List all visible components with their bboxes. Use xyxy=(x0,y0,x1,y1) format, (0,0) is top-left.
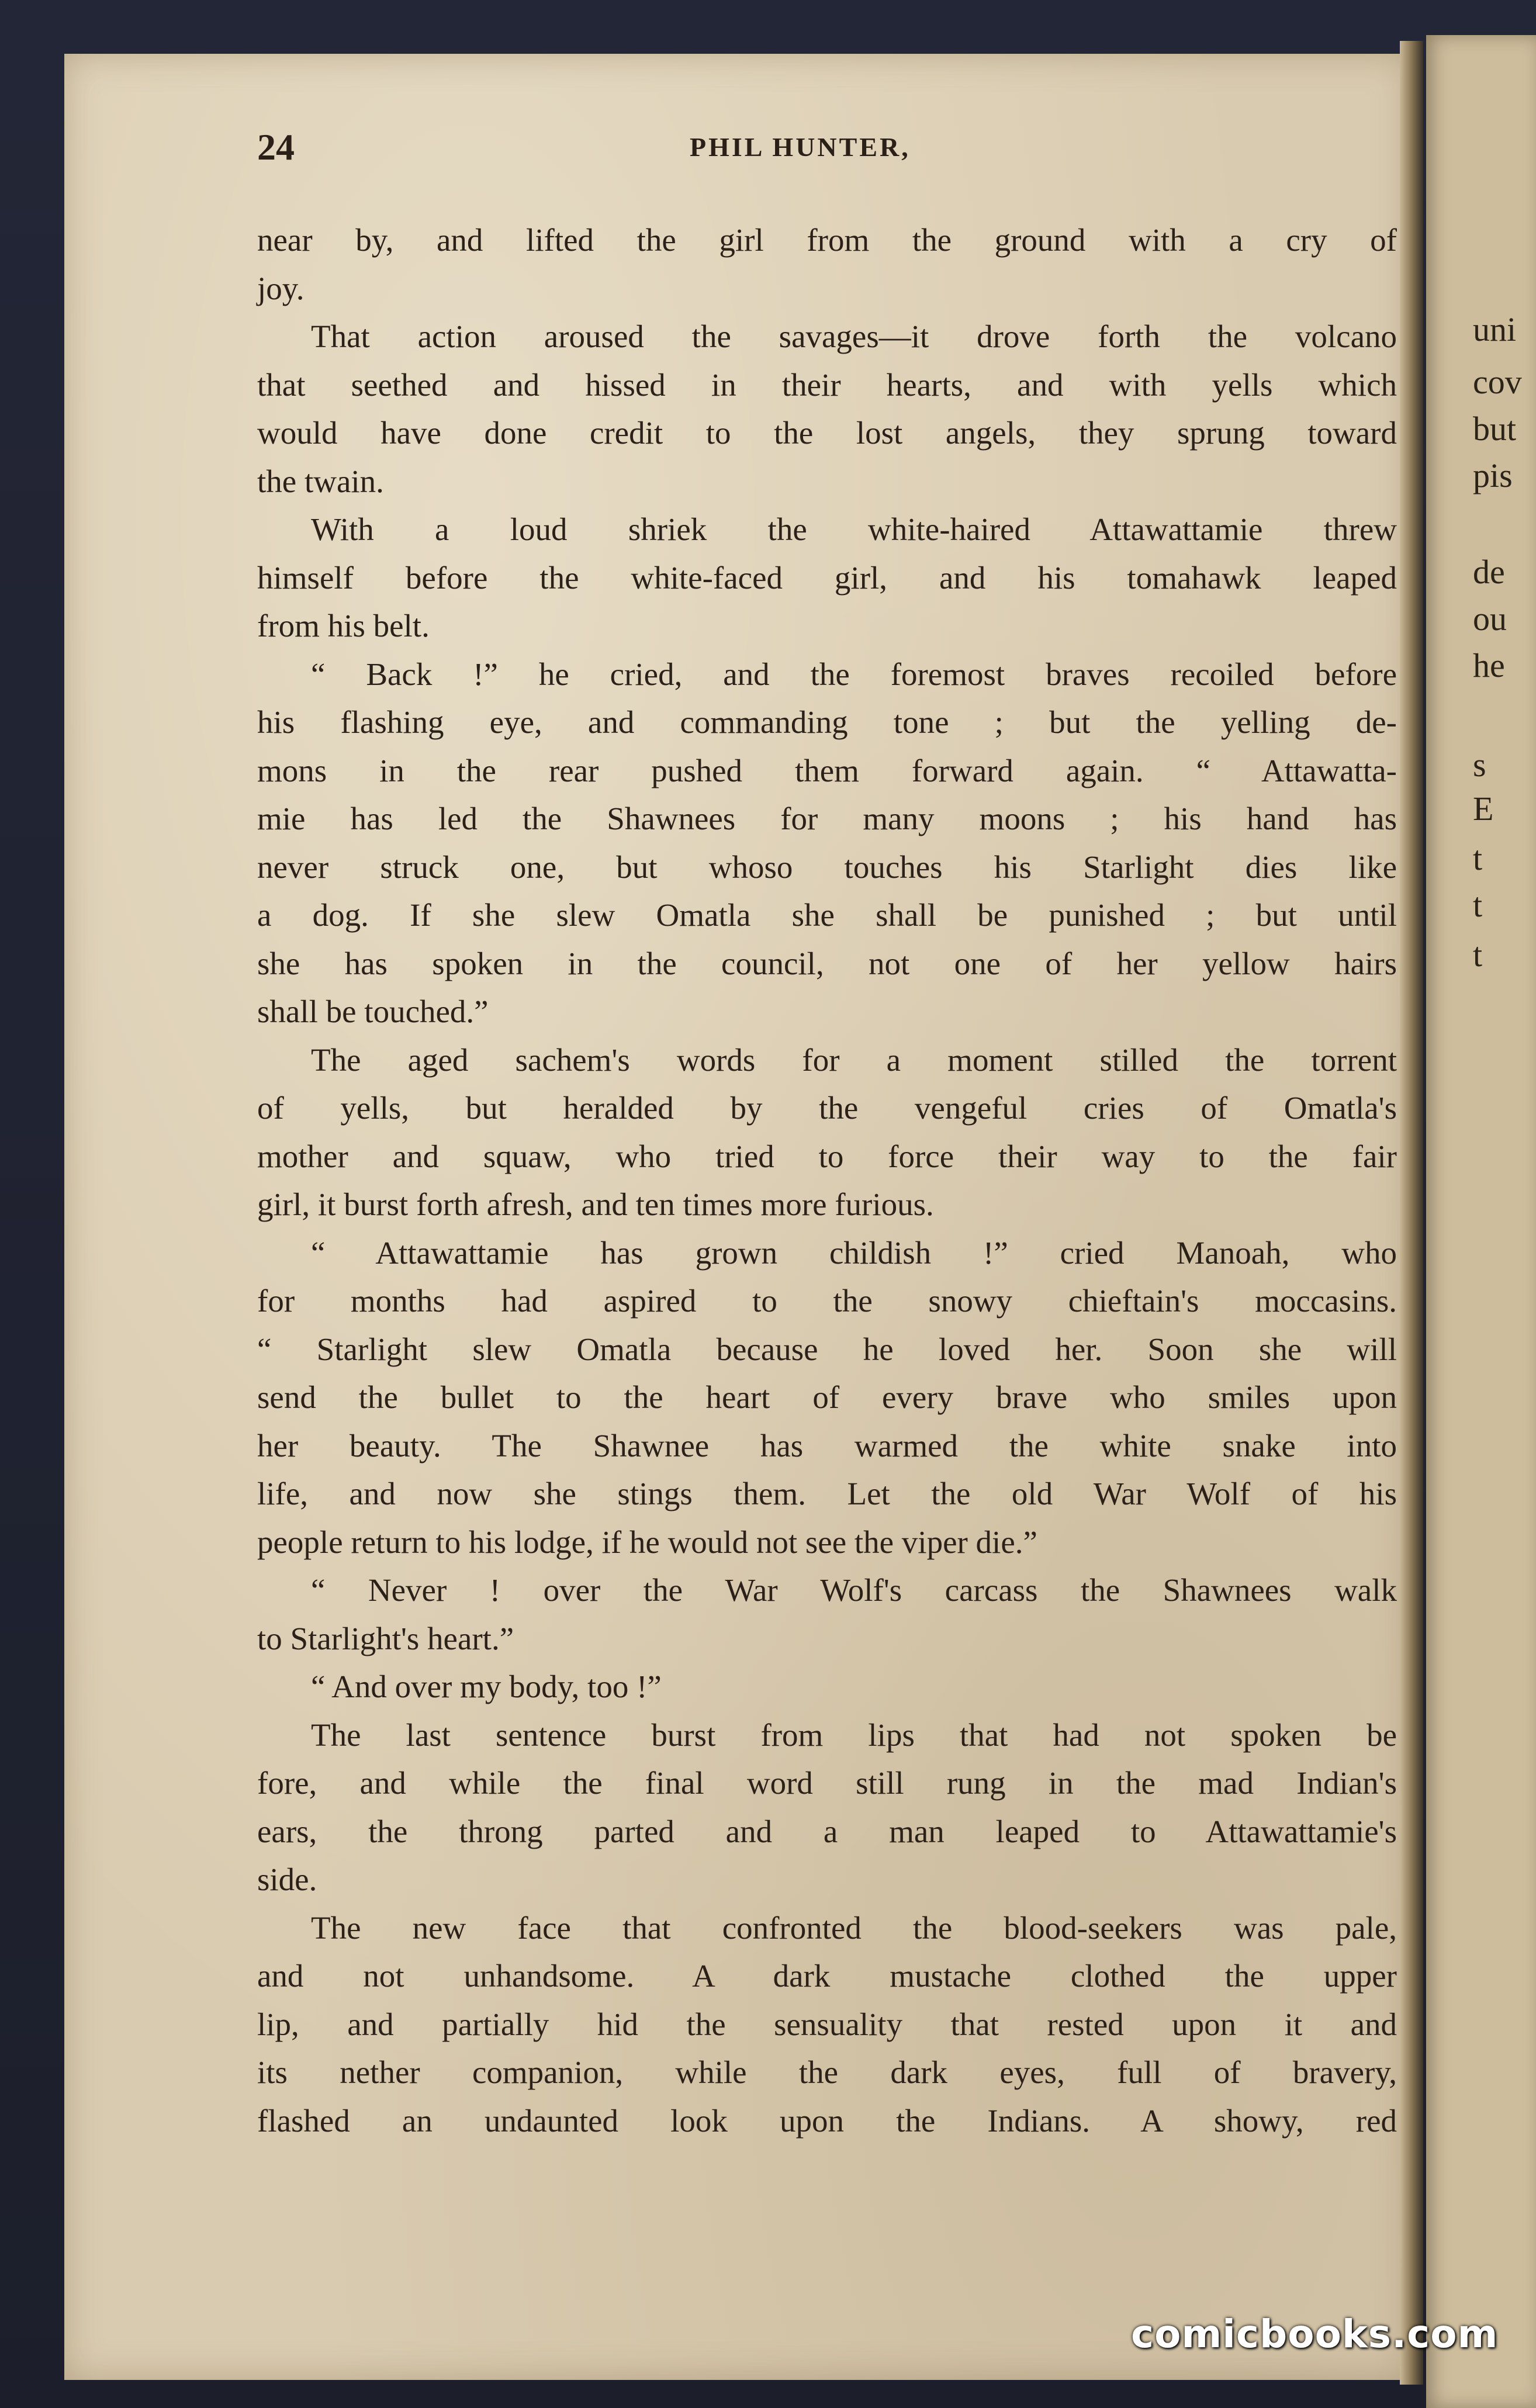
facing-page-fragment: ou xyxy=(1473,600,1507,638)
text-line: “ Starlight slew Omatla because he loved her. Soon she will xyxy=(257,1331,1397,1367)
facing-page-fragment: de xyxy=(1473,553,1505,591)
text-line: “ And over my body, too !” xyxy=(311,1669,662,1704)
text-line: joy. xyxy=(257,270,305,306)
text-line: The new face that confronted the blood-seekers was pale, xyxy=(311,1909,1397,1946)
text-line: its nether companion, while the dark eyes, full of bravery, xyxy=(257,2054,1397,2090)
facing-page-fragment: uni xyxy=(1473,310,1517,348)
page-number: 24 xyxy=(257,126,295,168)
text-line: girl, it burst forth afresh, and ten times more furious. xyxy=(257,1186,934,1222)
text-line: That action aroused the savages—it drove forth the volcano xyxy=(311,319,1397,354)
text-line: fore, and while the final word still rung in the mad Indian's xyxy=(257,1765,1397,1801)
text-line: his flashing eye, and commanding tone ; but the yelling de- xyxy=(257,704,1397,740)
text-line: near by, and lifted the girl from the ground with a cry of xyxy=(257,222,1397,258)
facing-page-fragment: cov xyxy=(1473,363,1522,401)
text-line: The last sentence burst from lips that had not spoken be xyxy=(311,1717,1397,1753)
text-line: With a loud shriek the white-haired Attawattamie threw xyxy=(311,511,1397,547)
text-line: from his belt. xyxy=(257,608,430,643)
facing-page-fragment: but xyxy=(1473,410,1517,448)
text-line: to Starlight's heart.” xyxy=(257,1620,514,1656)
text-line: a dog. If she slew Omatla she shall be punished ; but until xyxy=(257,897,1397,933)
text-line: that seethed and hissed in their hearts, and with yells which xyxy=(257,366,1397,403)
text-line: and not unhandsome. A dark mustache clothed the upper xyxy=(257,1958,1397,1994)
text-line: mons in the rear pushed them forward again. “ Attawatta- xyxy=(257,752,1397,788)
body-text xyxy=(257,216,1397,2145)
text-line: mother and squaw, who tried to force their way to the fair xyxy=(257,1138,1397,1174)
facing-page-fragment: he xyxy=(1473,646,1505,684)
text-line: for months had aspired to the snowy chieftain's moccasins. xyxy=(257,1283,1397,1319)
facing-page-fragment: E xyxy=(1473,790,1494,828)
text-line: the twain. xyxy=(257,463,384,499)
text-line: mie has led the Shawnees for many moons ; his hand has xyxy=(257,801,1397,836)
facing-page-fragment: s xyxy=(1473,746,1486,784)
page-header xyxy=(257,126,1397,172)
text-line: “ Never ! over the War Wolf's carcass the Shawnees walk xyxy=(311,1572,1397,1608)
text-line: would have done credit to the lost angels, they sprung toward xyxy=(257,415,1397,451)
text-line: lip, and partially hid the sensuality that rested upon it and xyxy=(257,2006,1397,2042)
text-line: “ Back !” he cried, and the foremost braves recoiled before xyxy=(311,656,1397,692)
text-line: send the bullet to the heart of every brave who smiles upon xyxy=(257,1379,1397,1415)
book-gutter xyxy=(1400,41,1423,2385)
site-watermark: comicbooks.com xyxy=(1131,2312,1499,2357)
facing-page-fragment: pis xyxy=(1473,456,1513,494)
text-line: people return to his lodge, if he would not see the viper die.” xyxy=(257,1524,1037,1560)
running-head-title: PHIL HUNTER, xyxy=(690,132,911,162)
text-line: side. xyxy=(257,1862,317,1897)
text-line: she has spoken in the council, not one of her yellow hairs xyxy=(257,945,1397,981)
text-line: The aged sachem's words for a moment stilled the torrent xyxy=(311,1042,1397,1078)
text-line: “ Attawattamie has grown childish !” cried Manoah, who xyxy=(311,1234,1397,1271)
facing-page-edge xyxy=(1426,35,1536,2408)
text-line: of yells, but heralded by the vengeful cries of Omatla's xyxy=(257,1090,1397,1126)
text-line: flashed an undaunted look upon the Indians. A showy, red xyxy=(257,2102,1397,2139)
text-line: himself before the white-faced girl, and his tomahawk leaped xyxy=(257,559,1397,596)
text-line: shall be touched.” xyxy=(257,994,489,1029)
text-line: her beauty. The Shawnee has warmed the white snake into xyxy=(257,1427,1397,1464)
facing-page-fragment: t xyxy=(1473,886,1483,924)
facing-page-fragment: t xyxy=(1473,936,1483,974)
text-line: life, and now she stings them. Let the old War Wolf of his xyxy=(257,1476,1397,1511)
facing-page-fragment: t xyxy=(1473,839,1483,877)
text-line: never struck one, but whoso touches his Starlight dies like xyxy=(257,849,1397,885)
text-line: ears, the throng parted and a man leaped to Attawattamie's xyxy=(257,1813,1397,1849)
